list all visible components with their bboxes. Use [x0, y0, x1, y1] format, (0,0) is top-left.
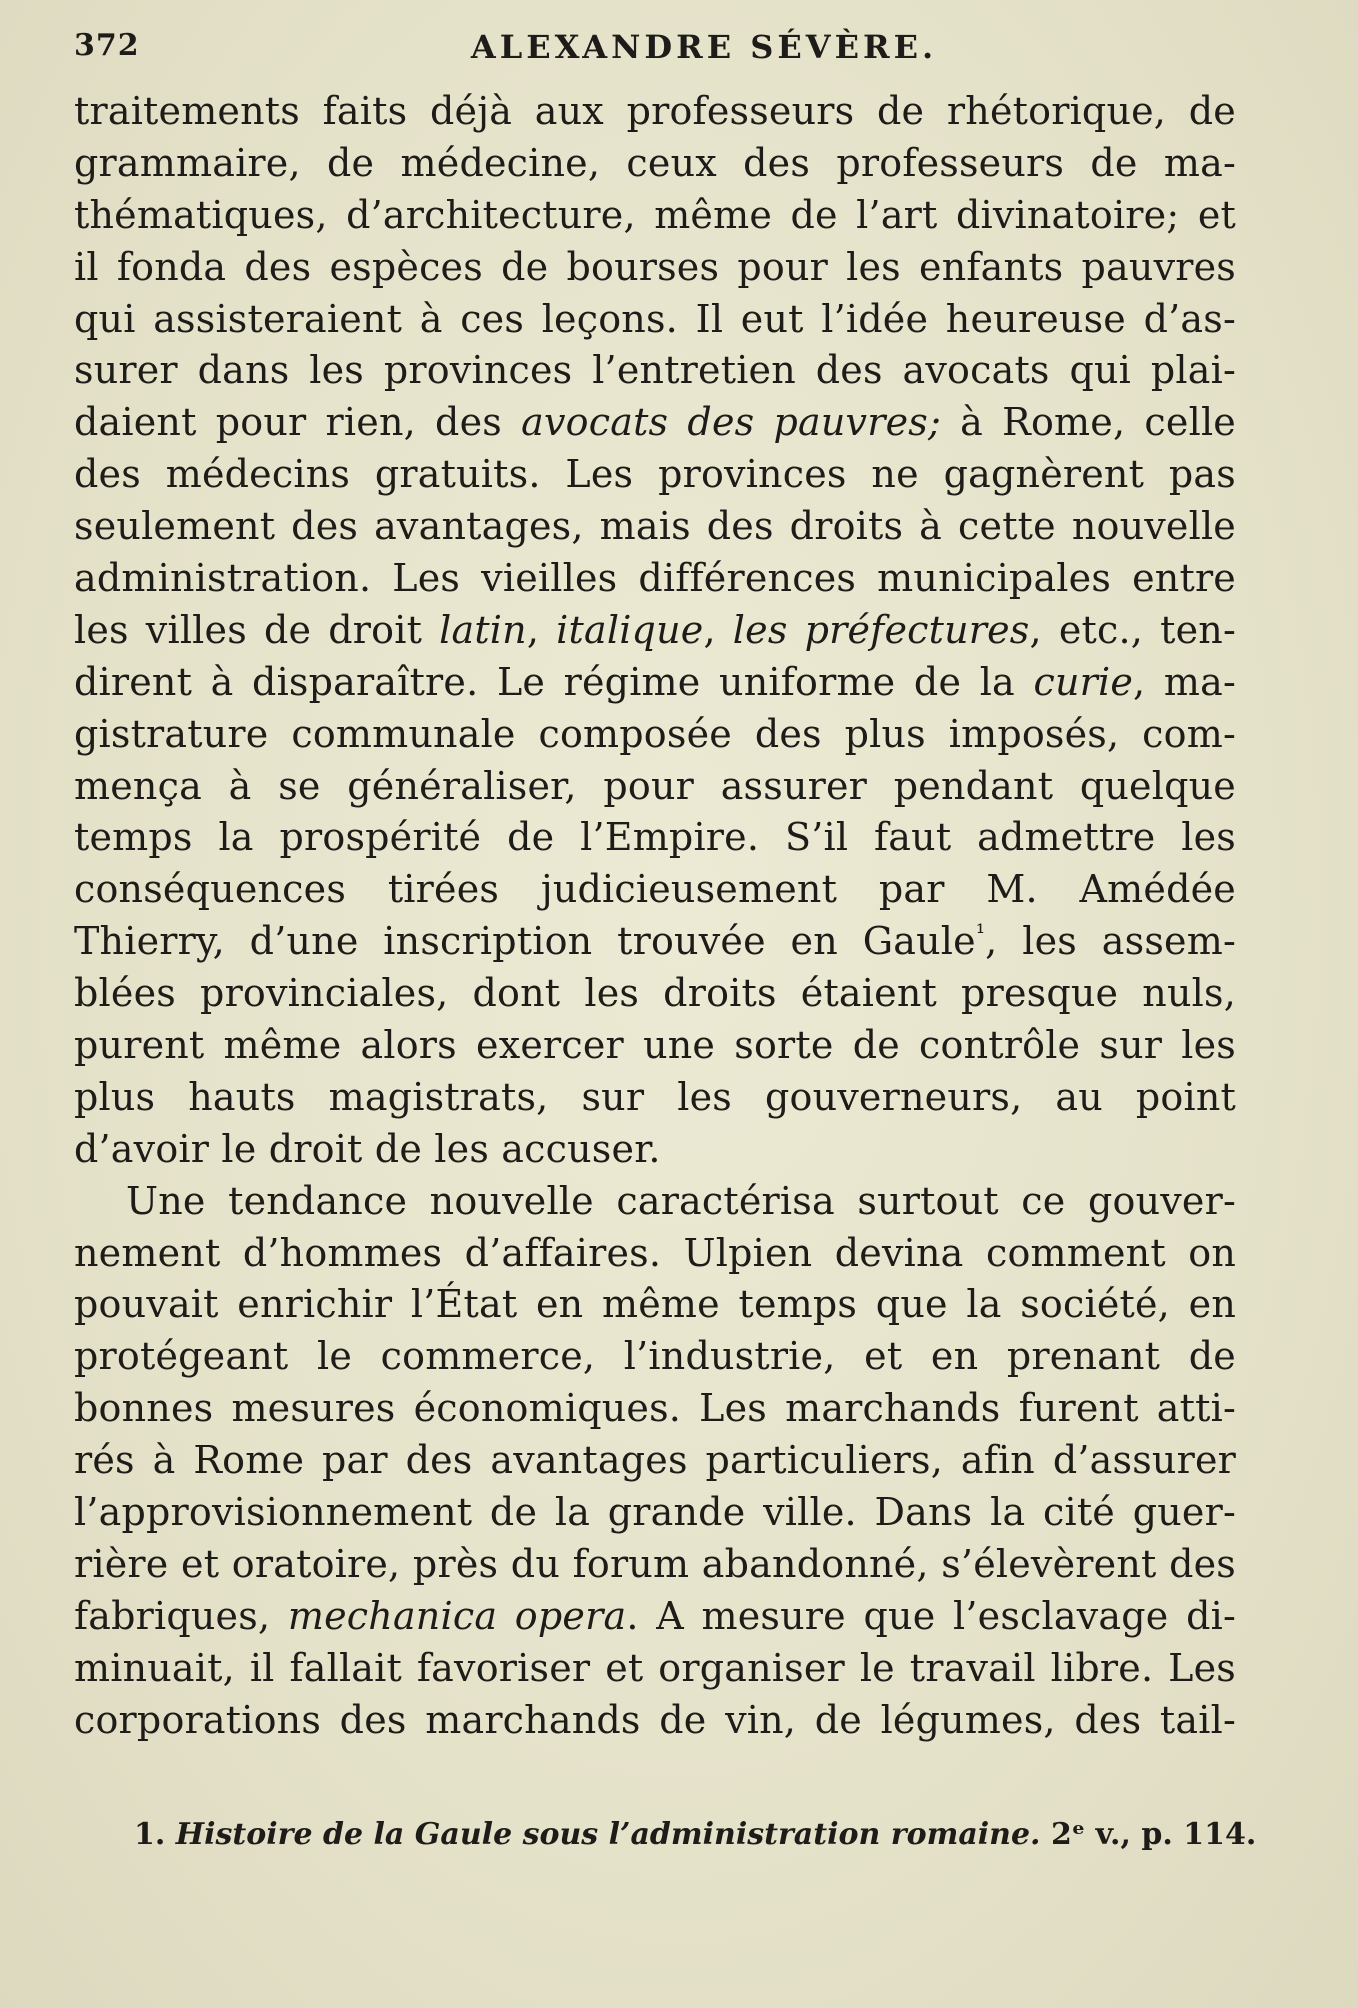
text-line — [74, 916, 1236, 968]
text-run: , etc., ten- — [1029, 607, 1236, 652]
text-line: bonnes mesures économiques. Les marchands furent atti- — [74, 1386, 1236, 1431]
text-line: d’avoir le droit de les accuser. — [74, 1126, 661, 1171]
text-line: traitements faits déjà aux professeurs de rhétorique, de — [74, 89, 1236, 133]
text-line: rés à Rome par des avantages particuliers, afin d’assurer — [74, 1438, 1236, 1483]
italic-phrase: italique — [556, 607, 704, 652]
text-line: des médecins gratuits. Les provinces ne gagnèrent pas — [74, 452, 1236, 497]
text-line: temps la prospérité de l’Empire. S’il faut admettre les — [74, 815, 1236, 860]
text-run: fabriques, — [74, 1593, 288, 1638]
text-line — [74, 605, 1236, 657]
text-run: , les assem- — [985, 919, 1236, 964]
footnote-reference: ¹ — [975, 920, 986, 947]
text-run: les villes de droit — [74, 607, 440, 652]
text-line: gistrature communale composée des plus imposés, com- — [74, 711, 1236, 756]
text-line: conséquences tirées judicieusement par M. Amédée — [74, 867, 1236, 912]
text-line: blées provinciales, dont les droits étaient presque nuls, — [74, 971, 1236, 1016]
italic-phrase: curie — [1033, 659, 1134, 704]
footnote — [134, 1817, 1257, 1852]
text-line: purent même alors exercer une sorte de contrôle sur les — [74, 1023, 1236, 1068]
page-number: 372 — [74, 28, 140, 63]
running-title: ALEXANDRE SÉVÈRE. — [470, 28, 938, 66]
text-run: , ma- — [1133, 659, 1236, 704]
footnote-marker: 1. — [134, 1817, 166, 1852]
text-line — [74, 1591, 1236, 1643]
italic-phrase: les préfectures — [732, 607, 1030, 652]
text-line: thématiques, d’architecture, même de l’art divinatoire; et — [74, 192, 1236, 237]
page-header — [74, 28, 1254, 68]
text-line: protégeant le commerce, l’industrie, et en prenant de — [74, 1334, 1236, 1379]
text-run: dirent à disparaître. Le régime uniforme de la — [74, 659, 1034, 704]
text-line: il fonda des espèces de bourses pour les enfants pauvres — [74, 244, 1236, 289]
text-line: grammaire, de médecine, ceux des professeurs de ma- — [74, 140, 1236, 185]
text-line: l’approvisionnement de la grande ville. Dans la cité guer- — [74, 1490, 1236, 1535]
text-run: , — [703, 607, 733, 652]
body-text — [74, 86, 1236, 1747]
footnote-reference-text: 2ᵉ v., p. 114. — [1050, 1817, 1257, 1852]
text-line: qui assisteraient à ces leçons. Il eut l’idée heureuse d’as- — [74, 296, 1236, 341]
italic-phrase: avocats des pauvres; — [521, 400, 941, 445]
text-line: seulement des avantages, mais des droits à cette nouvelle — [74, 504, 1236, 549]
text-line: rière et oratoire, près du forum abandonné, s’élevèrent des — [74, 1541, 1236, 1586]
footnote-title: Histoire de la Gaule sous l’administration romaine. — [175, 1817, 1041, 1852]
text-run: à Rome, celle — [940, 400, 1236, 445]
text-line: pouvait enrichir l’État en même temps que la société, en — [74, 1282, 1236, 1327]
text-run: , — [526, 607, 557, 652]
text-line: plus hauts magistrats, sur les gouverneurs, au point — [74, 1074, 1236, 1119]
text-line: mença à se généraliser, pour assurer pendant quelque — [74, 763, 1236, 808]
text-line: surer dans les provinces l’entretien des avocats qui plai- — [74, 348, 1236, 393]
text-run: . A mesure que l’esclavage di- — [626, 1593, 1237, 1638]
text-line — [74, 657, 1236, 709]
text-line: nement d’hommes d’affaires. Ulpien devina comment on — [74, 1230, 1236, 1275]
text-line: administration. Les vieilles différences municipales entre — [74, 556, 1236, 601]
text-line: corporations des marchands de vin, de légumes, des tail- — [74, 1697, 1236, 1742]
italic-phrase: latin — [439, 607, 527, 652]
text-line — [74, 397, 1236, 449]
text-run: Thierry, d’une inscription trouvée en Gaule — [74, 919, 976, 964]
text-line: Une tendance nouvelle caractérisa surtout ce gouver- — [126, 1178, 1236, 1223]
text-run: daient pour rien, des — [74, 400, 522, 445]
text-line: minuait, il fallait favoriser et organiser le travail libre. Les — [74, 1645, 1236, 1690]
italic-phrase: mechanica opera — [287, 1593, 627, 1638]
